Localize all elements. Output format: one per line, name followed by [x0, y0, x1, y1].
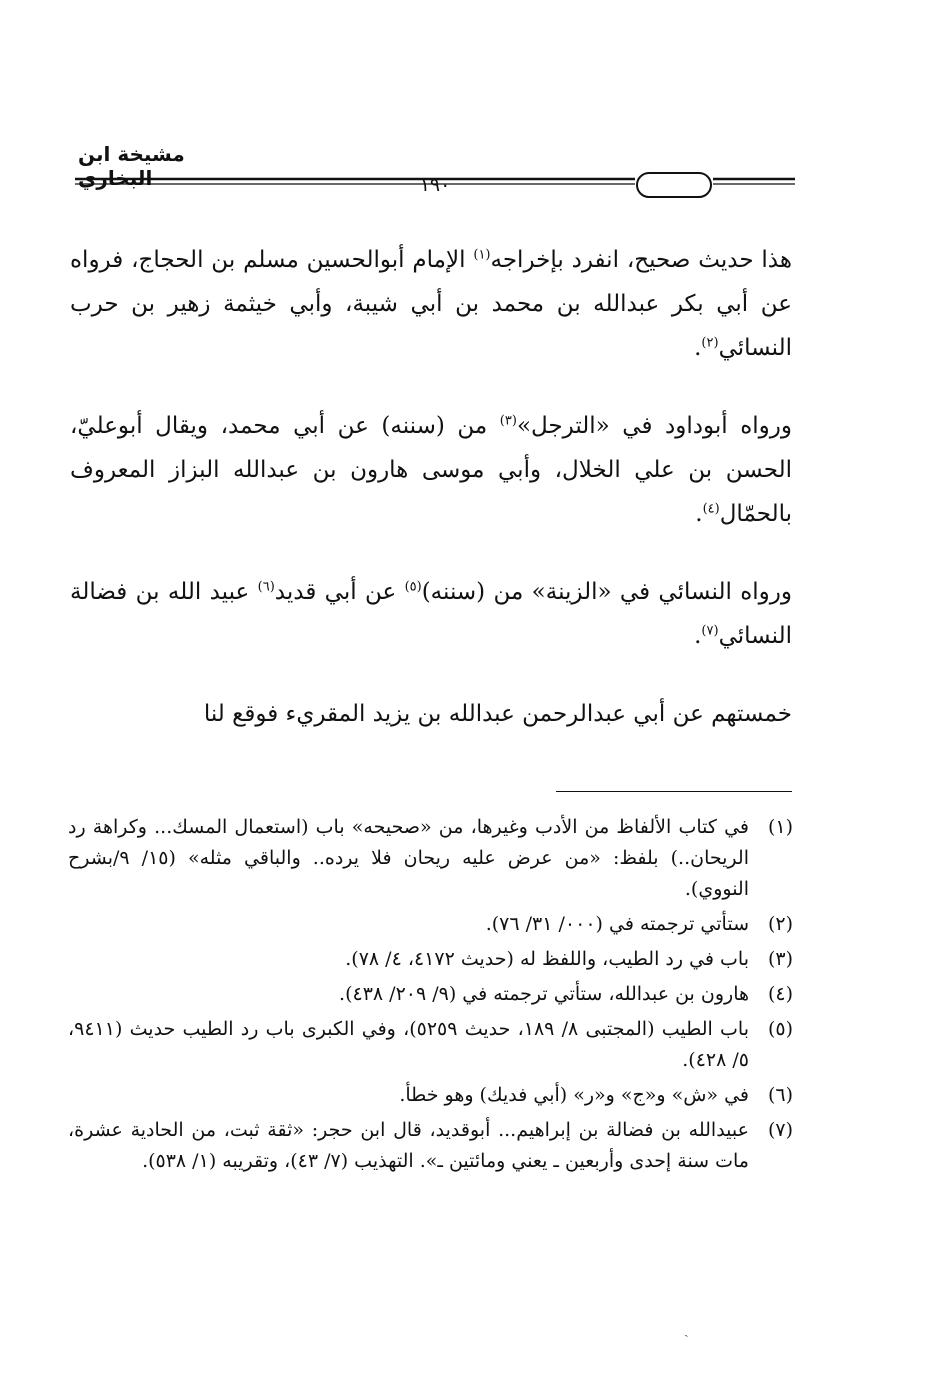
- paragraph-text: .: [695, 501, 703, 527]
- footnote-marker: (١): [473, 247, 491, 263]
- paragraph-text: الإمام أبوالحسين مسلم بن الحجاج، فرواه عن أبي بكر عبدالله بن محمد بن أبي شيبة، وأبي خيثمة زهير بن حرب النسائي: [70, 247, 792, 361]
- footnote-marker: (٤): [702, 501, 720, 517]
- footnote-marker: (٢): [701, 335, 719, 351]
- footnote-number: (٧): [767, 1119, 793, 1141]
- body-paragraph: [70, 238, 792, 370]
- footnote-text: ستأتي ترجمته في (٠٠٠/ ٣١/ ٧٦).: [485, 913, 749, 935]
- paragraph-text: خمستهم عن أبي عبدالرحمن عبدالله بن يزيد المقريء فوقع لنا: [203, 701, 792, 727]
- footnote-marker: (٦): [257, 579, 275, 595]
- footnote-number: (٤): [767, 983, 793, 1005]
- main-text: [70, 238, 792, 770]
- footnote-item: [68, 1014, 793, 1076]
- body-paragraph: [70, 570, 792, 658]
- body-paragraph: [70, 692, 792, 736]
- paragraph-text: ورواه النسائي في «الزينة» من (سننه): [421, 579, 792, 605]
- paragraph-text: .: [694, 335, 702, 361]
- paragraph-text: عبيد الله بن فضالة النسائي: [70, 579, 792, 649]
- footnote-text: في «ش» و«ج» و«ر» (أبي فديك) وهو خطأ.: [399, 1084, 749, 1106]
- footnote-number: (٢): [767, 913, 793, 935]
- page-speck: ˏ: [684, 1322, 689, 1338]
- footnote-marker: (٥): [404, 579, 422, 595]
- footnote-number: (٣): [767, 948, 793, 970]
- page-number: ١٩٠: [419, 174, 451, 196]
- running-header-title: مشيخة ابن البخاري: [78, 142, 185, 190]
- header-rule: [75, 172, 795, 198]
- paragraph-text: عن أبي قديد: [274, 579, 405, 605]
- footnote-text: هارون بن عبدالله، ستأتي ترجمته في (٩/ ٢٠٩/ ٤٣٨).: [339, 983, 749, 1005]
- paragraph-text: من (سننه) عن أبي محمد، ويقال أبوعليّ، الحسن بن علي الخلال، وأبي موسى هارون بن عبدالله البزاز المعروف بالحمّال: [70, 413, 792, 527]
- body-paragraph: [70, 404, 792, 536]
- paragraph-text: ورواه أبوداود في «الترجل»: [516, 413, 793, 439]
- footnote-number: (٦): [767, 1084, 793, 1106]
- footnote-marker: (٧): [701, 623, 719, 639]
- footnote-item: [68, 944, 793, 975]
- footnote-item: [68, 1115, 793, 1177]
- footnote-text: باب في رد الطيب، واللفظ له (حديث ٤١٧٢، ٤/ ٧٨).: [345, 948, 749, 970]
- footnote-item: [68, 1080, 793, 1111]
- footnote-text: باب الطيب (المجتبى ٨/ ١٨٩، حديث ٥٢٥٩)، وفي الكبرى باب رد الطيب حديث (٩٤١١، ٥/ ٤٢٨).: [68, 1018, 749, 1071]
- footnote-divider: [556, 791, 792, 792]
- footnote-item: [68, 812, 793, 905]
- footnote-text: في كتاب الألفاظ من الأدب وغيرها، من «صحيحه» باب (استعمال المسك... وكراهة رد الريحان..) بلفظ: «من عرض عليه ريحان فلا يرده.. والباقي مثله» (١٥/ ٩/بشرح النووي).: [68, 816, 749, 900]
- footnote-item: [68, 909, 793, 940]
- paragraph-text: هذا حديث صحيح، انفرد بإخراجه: [490, 247, 792, 273]
- paragraph-text: .: [694, 623, 702, 649]
- footnote-number: (١): [767, 816, 793, 838]
- footnote-number: (٥): [767, 1018, 793, 1040]
- footnotes: [68, 812, 793, 1181]
- footnote-marker: (٣): [499, 413, 517, 429]
- footnote-text: عبيدالله بن فضالة بن إبراهيم... أبوقديد، قال ابن حجر: «ثقة ثبت، من الحادية عشرة، مات سنة إحدى وأربعين ـ يعني ومائتين ـ». التهذيب (٧/ ٤٣)، وتقريبه (١/ ٥٣٨).: [68, 1119, 749, 1172]
- footnote-item: [68, 979, 793, 1010]
